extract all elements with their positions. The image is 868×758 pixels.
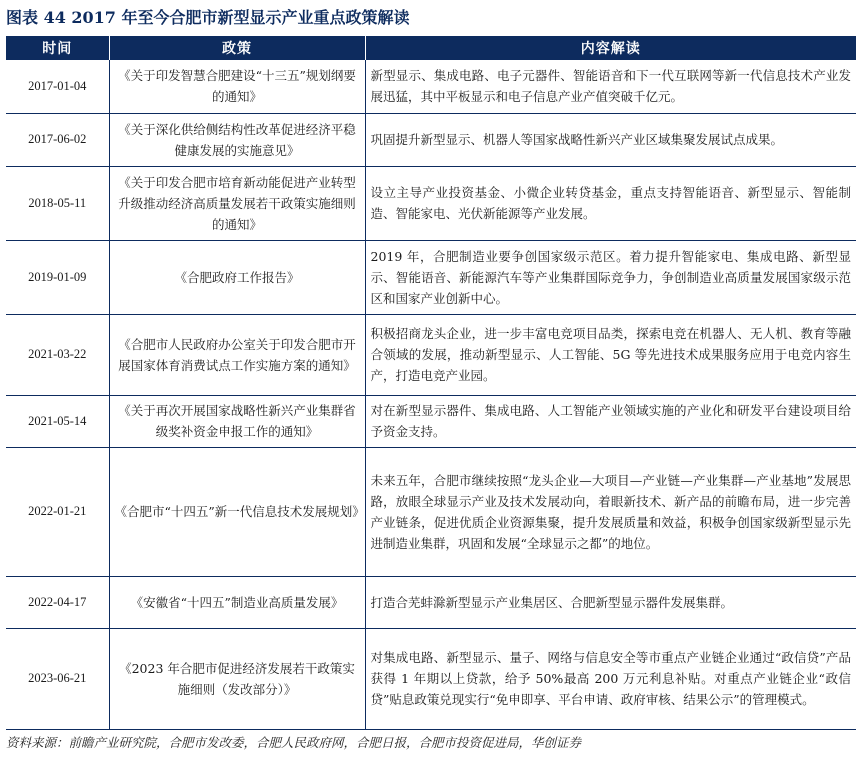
- row-date: 2021-03-22: [6, 314, 109, 395]
- row-content: 对在新型显示器件、集成电路、人工智能产业领域实施的产业化和研发平台建设项目给予资金支持。: [365, 395, 856, 447]
- row-content: 新型显示、集成电路、电子元器件、智能语音和下一代互联网等新一代信息技术产业发展迅猛，其中平板显示和电子信息产业产值突破千亿元。: [365, 60, 856, 113]
- table-row: [6, 576, 856, 628]
- row-content: 积极招商龙头企业，进一步丰富电竞项目品类，探索电竞在机器人、无人机、教育等融合领域的发展，推动新型显示、人工智能、5G 等先进技术成果服务应用于电竞内容生产，打造电竞产业园。: [365, 314, 856, 395]
- row-content: 巩固提升新型显示、机器人等国家战略性新兴产业区域集聚发展试点成果。: [365, 113, 856, 166]
- row-policy: 《关于再次开展国家战略性新兴产业集群省级奖补资金申报工作的通知》: [109, 395, 365, 447]
- table-row: [6, 113, 856, 166]
- table-row: [6, 166, 856, 240]
- row-date: 2019-01-09: [6, 240, 109, 314]
- row-date: 2017-06-02: [6, 113, 109, 166]
- row-policy: 《合肥市“十四五”新一代信息技术发展规划》: [109, 447, 365, 576]
- row-content: 对集成电路、新型显示、量子、网络与信息安全等市重点产业链企业通过“政信贷”产品获得 1 年期以上贷款，给予 50%最高 200 万元利息补贴。对重点产业链企业“政信贷”贴息政策兑现实行“免申即享、平台申请、政府审核、结果公示”的管理模式。: [365, 628, 856, 729]
- header-date: 时间: [6, 36, 109, 60]
- row-policy: 《合肥市人民政府办公室关于印发合肥市开展国家体育消费试点工作实施方案的通知》: [109, 314, 365, 395]
- row-policy: 《安徽省“十四五”制造业高质量发展》: [109, 576, 365, 628]
- table-row: [6, 60, 856, 113]
- row-date: 2017-01-04: [6, 60, 109, 113]
- row-date: 2021-05-14: [6, 395, 109, 447]
- table-row: [6, 240, 856, 314]
- row-policy: 《合肥政府工作报告》: [109, 240, 365, 314]
- row-content: 2019 年，合肥制造业要争创国家级示范区。着力提升智能家电、集成电路、新型显示、智能语音、新能源汽车等产业集群国际竞争力，争创制造业高质量发展国家级示范区和国家产业创新中心。: [365, 240, 856, 314]
- row-content: 设立主导产业投资基金、小微企业转贷基金，重点支持智能语音、新型显示、智能制造、智能家电、光伏新能源等产业发展。: [365, 166, 856, 240]
- row-policy: 《关于深化供给侧结构性改革促进经济平稳健康发展的实施意见》: [109, 113, 365, 166]
- row-policy: 《2023 年合肥市促进经济发展若干政策实施细则（发改部分）》: [109, 628, 365, 729]
- row-date: 2022-01-21: [6, 447, 109, 576]
- table-row: [6, 314, 856, 395]
- header-policy: 政策: [109, 36, 365, 60]
- row-policy: 《关于印发智慧合肥建设“十三五”规划纲要的通知》: [109, 60, 365, 113]
- source-note: 资料来源：前瞻产业研究院，合肥市发改委，合肥人民政府网，合肥日报，合肥市投资促进局，华创证券: [6, 735, 582, 750]
- table-row: [6, 447, 856, 576]
- row-content: 未来五年，合肥市继续按照“龙头企业—大项目—产业链—产业集群—产业基地”发展思路，放眼全球显示产业及技术发展动向，着眼新技术、新产品的前瞻布局，进一步完善产业链条，促进优质企业资源集聚，提升发展质量和效益，积极争创国家级新型显示先进制造业集群，巩固和发展“全球显示之都”的地位。: [365, 447, 856, 576]
- row-date: 2018-05-11: [6, 166, 109, 240]
- header-content: 内容解读: [365, 36, 856, 60]
- table-row: [6, 395, 856, 447]
- figure-title: 图表 44 2017 年至今合肥市新型显示产业重点政策解读: [6, 8, 410, 27]
- row-date: 2023-06-21: [6, 628, 109, 729]
- row-date: 2022-04-17: [6, 576, 109, 628]
- row-policy: 《关于印发合肥市培育新动能促进产业转型升级推动经济高质量发展若干政策实施细则的通知》: [109, 166, 365, 240]
- row-content: 打造合芜蚌滁新型显示产业集居区、合肥新型显示器件发展集群。: [365, 576, 856, 628]
- policy-table: [6, 36, 856, 730]
- table-header-row: [6, 36, 856, 60]
- table-row: [6, 628, 856, 729]
